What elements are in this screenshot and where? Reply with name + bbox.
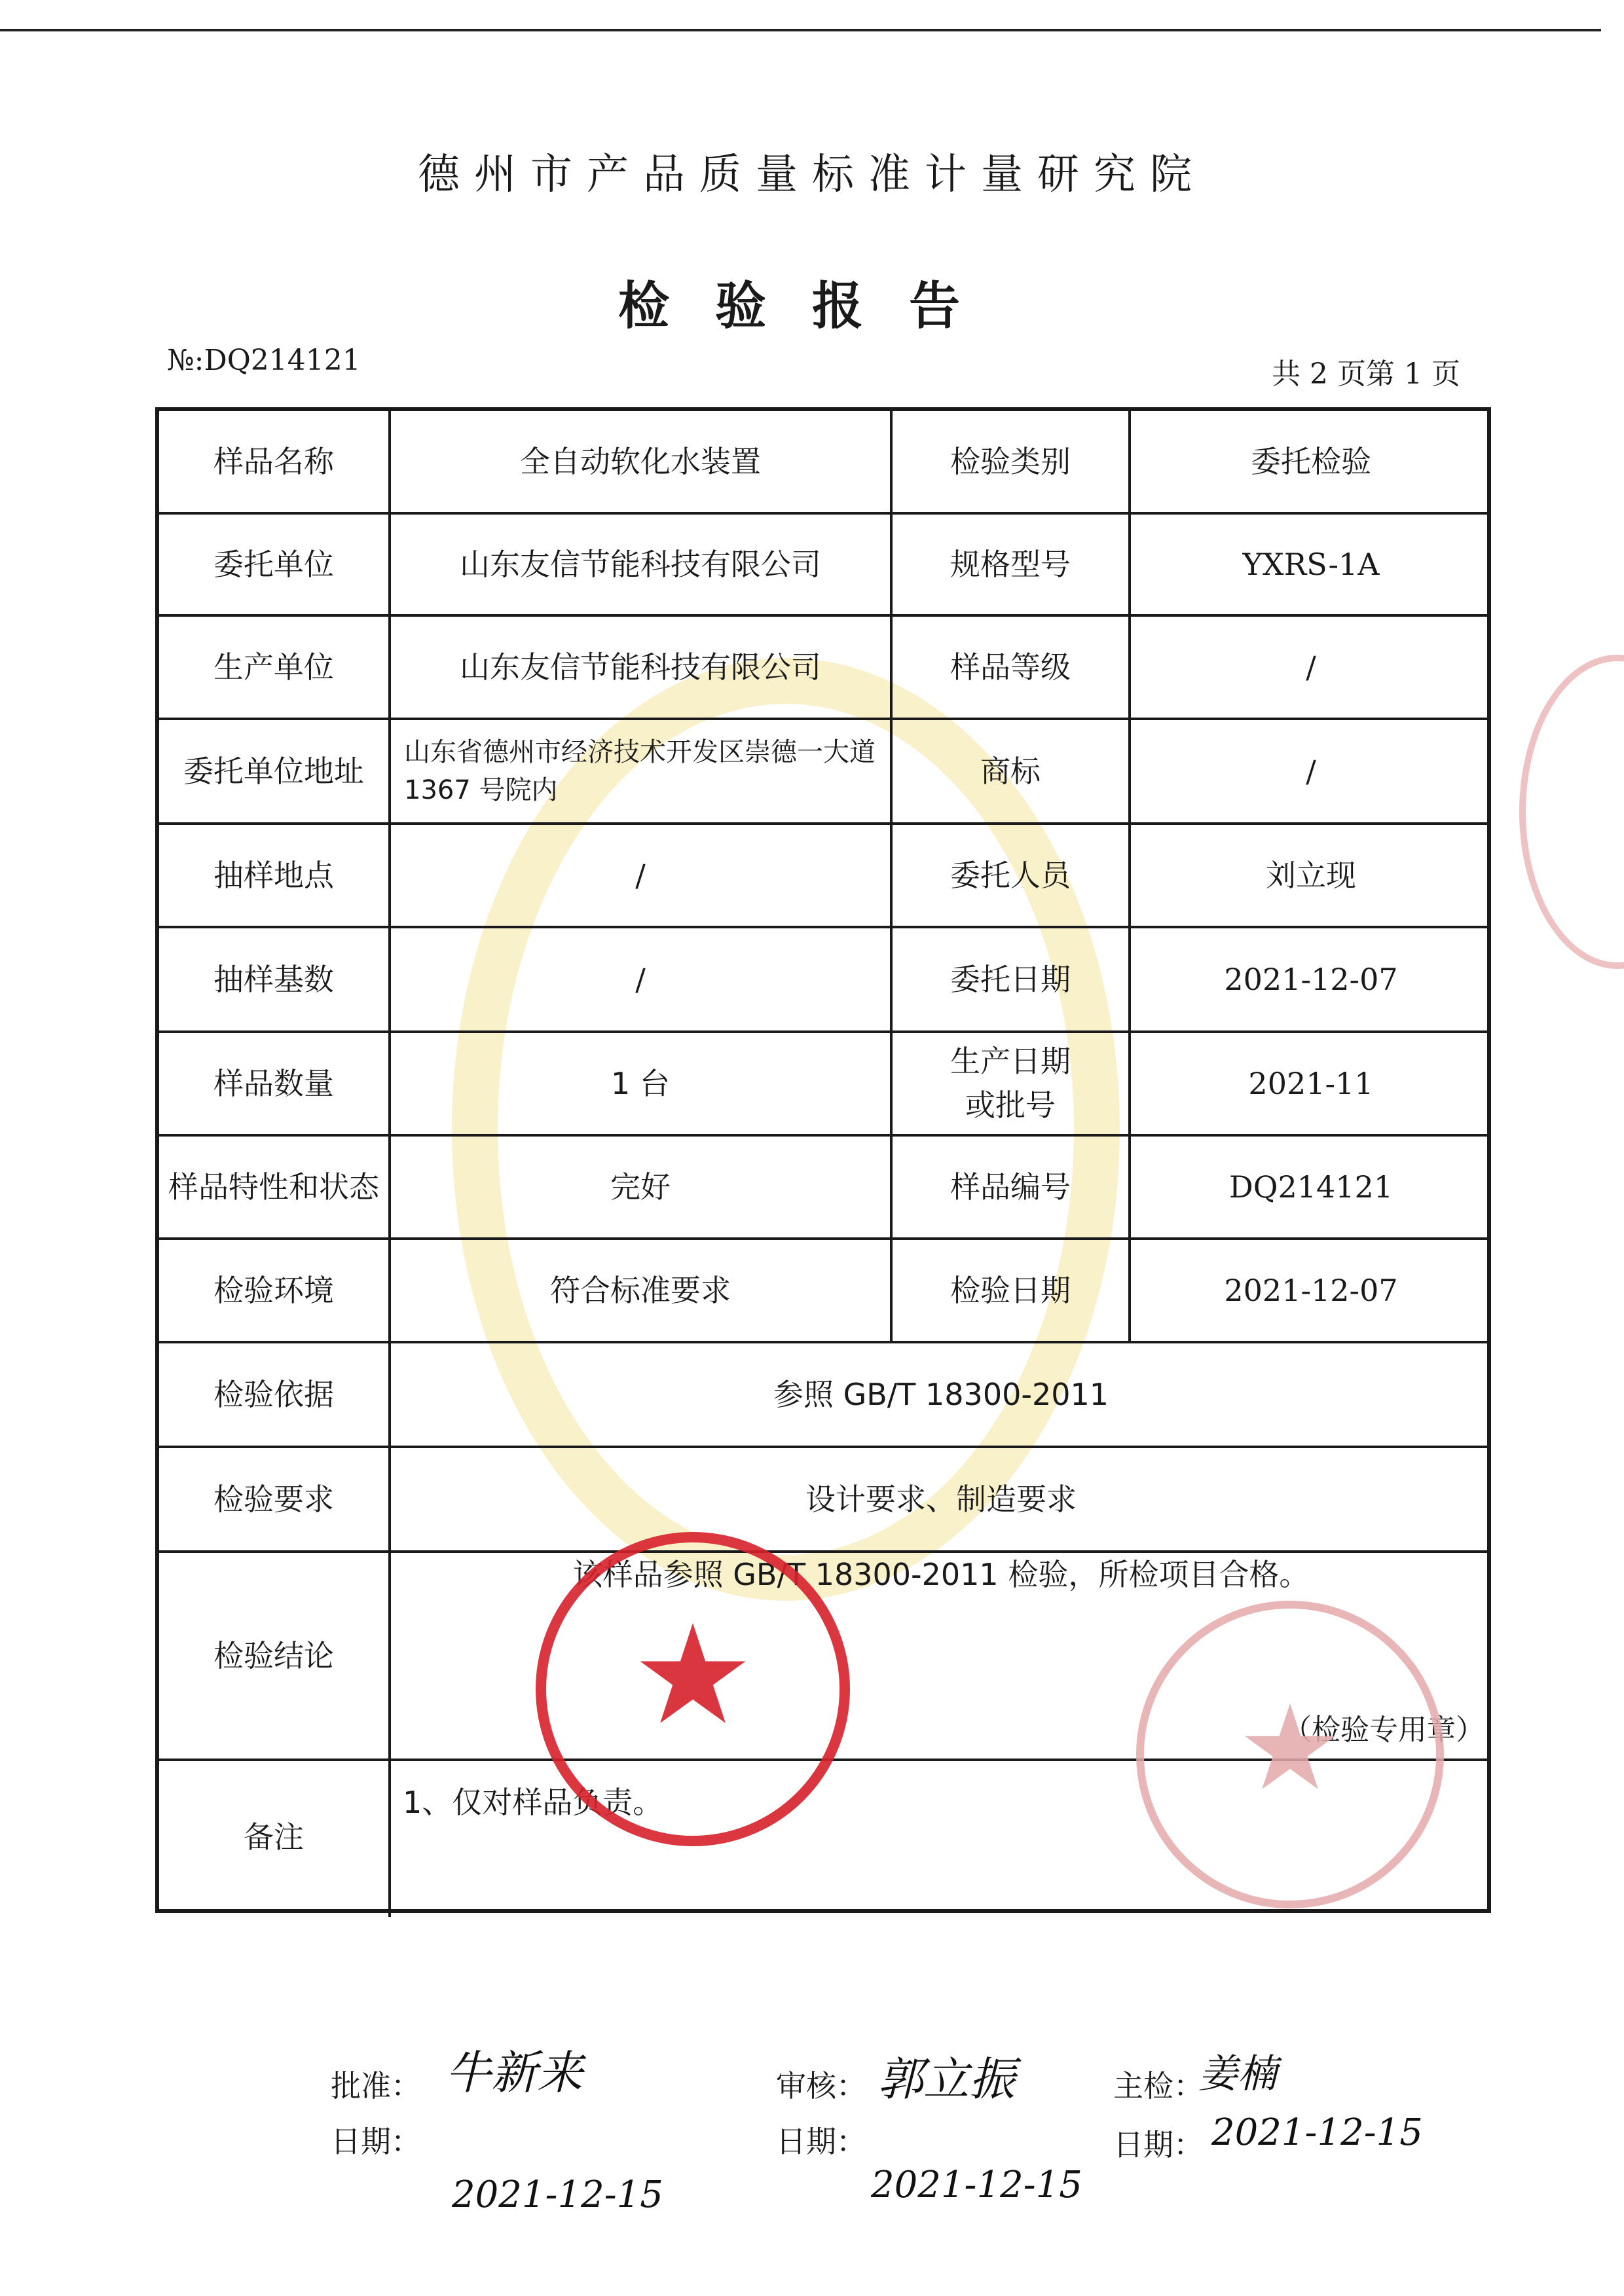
conclusion-label: 检验结论: [213, 1637, 334, 1673]
grade-value: /: [1306, 649, 1316, 685]
model-value: YXRS-1A: [1242, 546, 1380, 582]
seal-star-icon: ★: [631, 1595, 755, 1755]
remarks-value: 1、仅对样品负责。: [403, 1785, 663, 1820]
chief-date-label: 日期：: [1113, 2127, 1204, 2162]
sample-state-label: 样品特性和状态: [168, 1169, 379, 1205]
report-number: №:DQ214121: [167, 344, 361, 377]
inspection-type-value: 委托检验: [1251, 443, 1371, 479]
remarks-label: 备注: [244, 1819, 304, 1855]
production-date-value: 2021-11: [1248, 1065, 1374, 1101]
client-person-value: 刘立现: [1266, 857, 1356, 893]
approve-date: 2021-12-15: [452, 2174, 663, 2216]
sampling-site-value: /: [635, 857, 646, 893]
client-address-value: 山东省德州市经济技术开发区崇德一大道 1367 号院内: [404, 737, 876, 805]
environment-value: 符合标准要求: [550, 1272, 731, 1308]
production-date-label: 生产日期 或批号: [950, 1044, 1071, 1123]
manufacturer-value: 山东友信节能科技有限公司: [460, 649, 821, 685]
entrust-date-value: 2021-12-07: [1224, 961, 1398, 997]
seal-star-icon: ★: [1237, 1680, 1343, 1817]
sampling-site-label: 抽样地点: [213, 857, 334, 893]
sample-name-value: 全自动软化水装置: [520, 443, 761, 479]
approve-signature: 牛新来: [445, 2046, 583, 2100]
quantity-value: 1 台: [611, 1065, 670, 1101]
page-title: 检验报告: [618, 277, 1006, 336]
basis-label: 检验依据: [213, 1376, 334, 1412]
manufacturer-label: 生产单位: [213, 649, 334, 685]
sample-name-label: 样品名称: [213, 443, 334, 479]
review-date-label: 日期：: [776, 2124, 866, 2159]
chief-date: 2021-12-15: [1211, 2111, 1423, 2154]
model-label: 规格型号: [950, 546, 1071, 582]
chief-label: 主检：: [1113, 2068, 1204, 2104]
top-rule: [0, 29, 1601, 31]
client-person-label: 委托人员: [950, 857, 1071, 893]
conclusion-value: 该样品参照 GB/T 18300-2011 检验，所检项目合格。: [572, 1557, 1310, 1592]
sample-no-value: DQ214121: [1228, 1169, 1393, 1205]
edge-seal-fragment: [1519, 655, 1624, 969]
approve-date-label: 日期：: [331, 2124, 421, 2159]
quantity-label: 样品数量: [213, 1065, 334, 1101]
review-label: 审核：: [776, 2068, 866, 2104]
stamp-note: （检验专用章）: [1283, 1713, 1485, 1747]
trademark-value: /: [1306, 753, 1316, 789]
page-info: 共 2 页第 1 页: [1272, 357, 1460, 391]
trademark-label: 商标: [980, 753, 1041, 789]
inspection-date-value: 2021-12-07: [1224, 1272, 1398, 1308]
inspection-table: [155, 407, 1491, 1913]
sampling-base-value: /: [635, 961, 646, 997]
inspection-type-label: 检验类别: [950, 443, 1071, 479]
environment-label: 检验环境: [213, 1272, 334, 1308]
chief-signature: 姜楠: [1198, 2051, 1277, 2097]
sample-state-value: 完好: [610, 1169, 671, 1205]
inspection-date-label: 检验日期: [950, 1272, 1071, 1308]
grade-label: 样品等级: [950, 649, 1071, 685]
entrust-date-label: 委托日期: [950, 961, 1071, 997]
review-date: 2021-12-15: [871, 2164, 1082, 2206]
client-address-label: 委托单位地址: [183, 753, 364, 789]
review-signature: 郭立振: [877, 2052, 1015, 2106]
approve-label: 批准：: [331, 2068, 421, 2104]
sampling-base-label: 抽样基数: [213, 961, 334, 997]
client-label: 委托单位: [213, 546, 334, 582]
basis-value: 参照 GB/T 18300-2011: [773, 1376, 1109, 1412]
sample-no-label: 样品编号: [950, 1169, 1071, 1205]
requirement-value: 设计要求、制造要求: [805, 1481, 1077, 1517]
institute-name: 德州市产品质量标准计量研究院: [418, 151, 1206, 199]
requirement-label: 检验要求: [213, 1481, 334, 1517]
client-value: 山东友信节能科技有限公司: [460, 546, 821, 582]
